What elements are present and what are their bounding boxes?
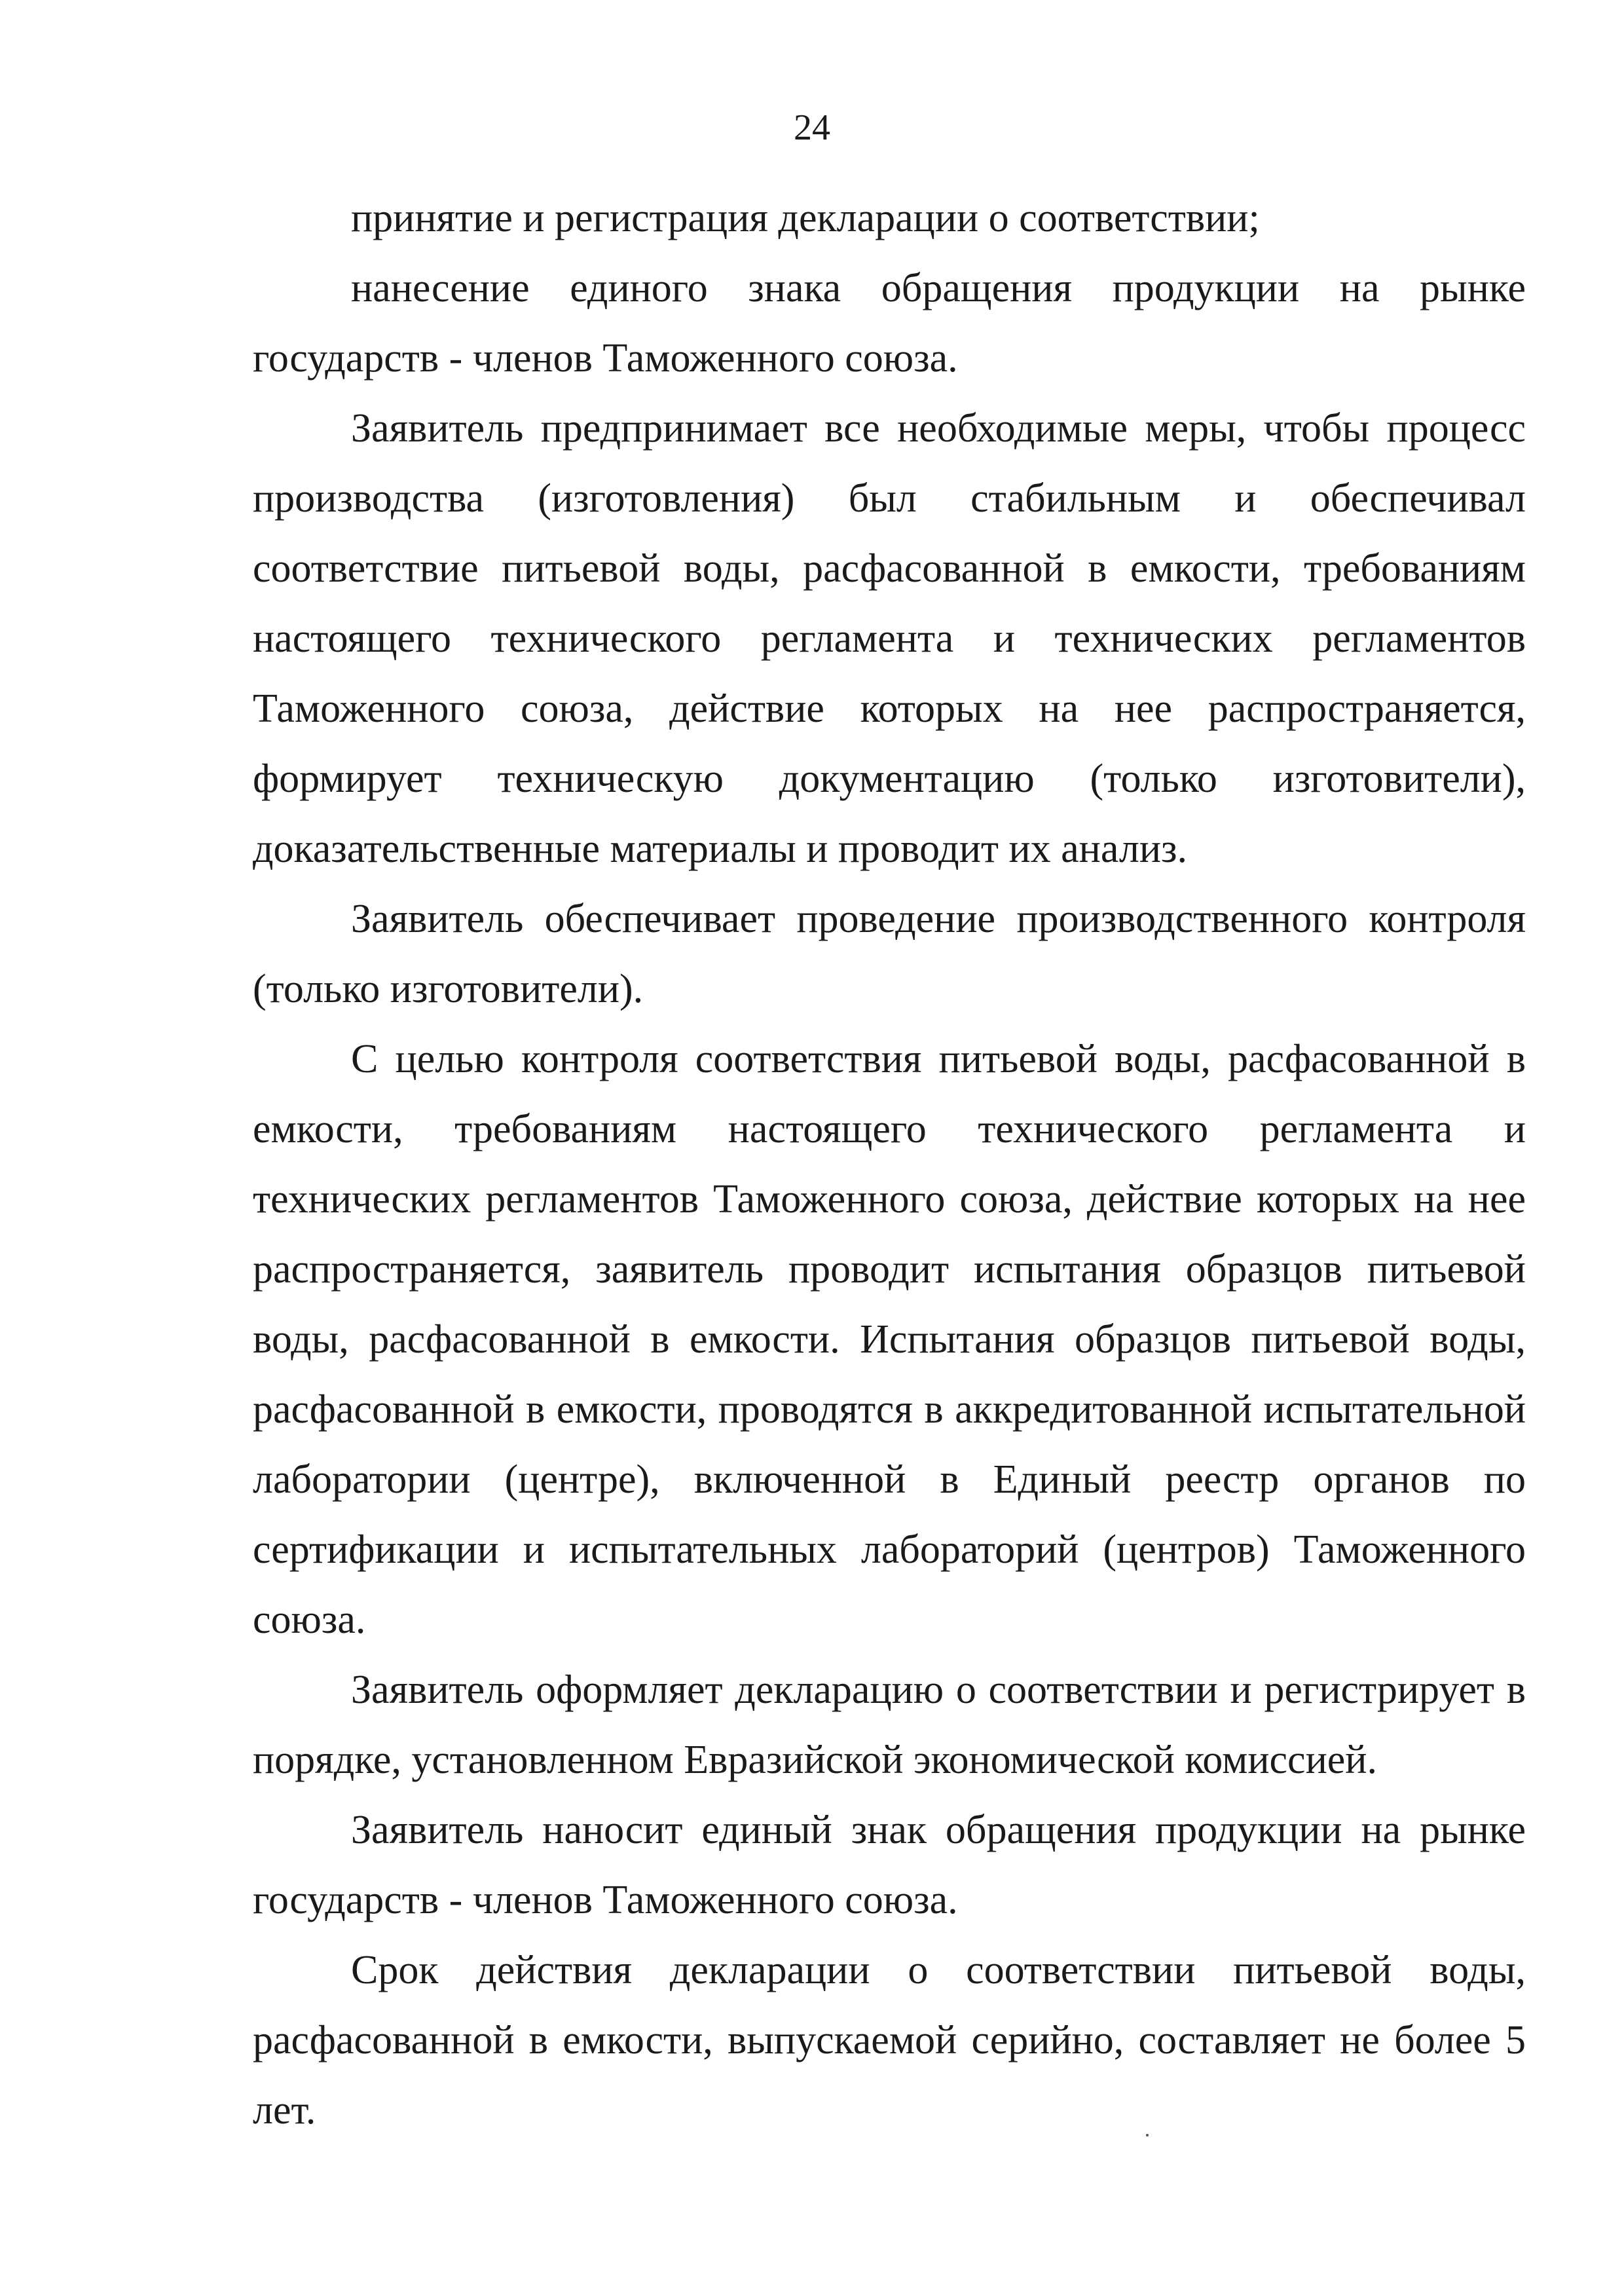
scan-speck — [1146, 2134, 1149, 2136]
document-body — [253, 183, 1526, 2146]
page-number: 24 — [794, 107, 830, 148]
paragraph-mark-application: нанесение единого знака обращения продукции на рынке государств - членов Таможенного союза. — [253, 266, 1526, 381]
paragraph-sample-testing: С целью контроля соответствия питьевой воды, расфасованной в емкости, требованиям настоящего технического регламента и технических регламентов Таможенного союза, действие которых на нее распространяется, заявитель проводит испытания образцов питьевой воды, расфасованной в емкости. Испытания образцов питьевой воды, расфасованной в емкости, проводятся в аккредитованной испытательной лаборатории (центре), включенной в Единый реестр органов по сертификации и испытательных лабораторий (центров) Таможенного союза. — [253, 1037, 1526, 1642]
paragraph-validity-period: Срок действия декларации о соответствии питьевой воды, расфасованной в емкости, выпускаемой серийно, составляет не более 5 лет. — [253, 1948, 1526, 2133]
paragraph-declaration-registration: принятие и регистрация декларации о соответствии; — [351, 196, 1260, 240]
paragraph-applicant-measures: Заявитель предпринимает все необходимые меры, чтобы процесс производства (изготовления) был стабильным и обеспечивал соответствие питьевой воды, расфасованной в емкости, требованиям настоящего технического регламента и технических регламентов Таможенного союза, действие которых на нее распространяется, формирует техническую документацию (только изготовители), доказательственные материалы и проводит их анализ. — [253, 406, 1526, 871]
paragraph-production-control: Заявитель обеспечивает проведение производственного контроля (только изготовители). — [253, 897, 1526, 1011]
paragraph-declaration-execution: Заявитель оформляет декларацию о соответствии и регистрирует в порядке, установленном Евразийской экономической комиссией. — [253, 1668, 1526, 1782]
paragraph-mark-applied: Заявитель наносит единый знак обращения продукции на рынке государств - членов Таможенного союза. — [253, 1808, 1526, 1922]
